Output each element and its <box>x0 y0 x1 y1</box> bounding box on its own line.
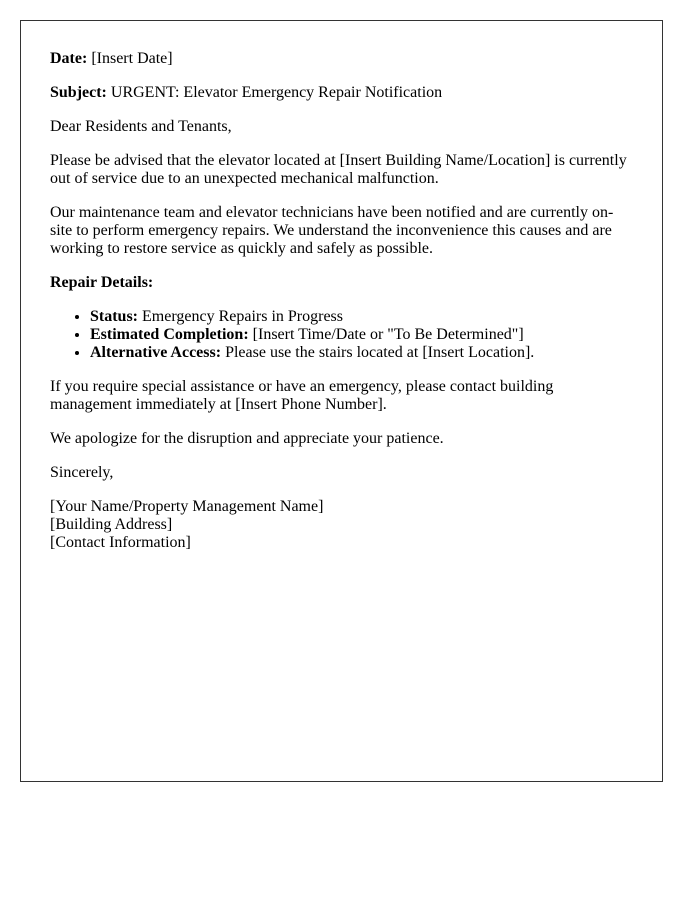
signature-contact: [Contact Information] <box>50 534 191 551</box>
repair-detail-alternative-access <box>90 344 633 362</box>
apology-paragraph: We apologize for the disruption and appreciate your patience. <box>50 430 444 447</box>
repair-detail-estimated-completion <box>90 326 633 344</box>
date-value: [Insert Date] <box>91 50 173 67</box>
repair-details-list <box>50 308 633 362</box>
signature-name: [Your Name/Property Management Name] <box>50 498 324 515</box>
contact-paragraph: If you require special assistance or have an emergency, please contact building management immediately at [Insert Phone Number]. <box>50 378 554 413</box>
date-line <box>50 50 633 68</box>
salutation: Dear Residents and Tenants, <box>50 118 232 135</box>
subject-label: Subject: <box>50 84 107 101</box>
repair-detail-label: Estimated Completion: <box>90 326 249 343</box>
date-label: Date: <box>50 50 88 67</box>
repair-details-heading <box>50 274 633 292</box>
subject-value: URGENT: Elevator Emergency Repair Notification <box>110 84 443 101</box>
signature-address: [Building Address] <box>50 516 173 533</box>
repair-detail-status <box>90 308 633 326</box>
letter-container <box>20 20 663 782</box>
repair-detail-value: Please use the stairs located at [Insert Location]. <box>225 344 535 361</box>
repair-detail-value: [Insert Time/Date or "To Be Determined"] <box>252 326 524 343</box>
subject-line <box>50 84 633 102</box>
repair-detail-value: Emergency Repairs in Progress <box>142 308 344 325</box>
repair-detail-label: Alternative Access: <box>90 344 222 361</box>
repair-detail-label: Status: <box>90 308 139 325</box>
closing: Sincerely, <box>50 464 114 481</box>
intro-paragraph: Please be advised that the elevator located at [Insert Building Name/Location] is currently out of service due to an unexpected mechanical malfunction. <box>50 152 627 187</box>
status-paragraph: Our maintenance team and elevator technicians have been notified and are currently on-site to perform emergency repairs. We understand the inconvenience this causes and are working to restore service as quickly and safely as possible. <box>50 204 614 257</box>
signature-block <box>50 498 633 552</box>
repair-details-heading-text: Repair Details: <box>50 274 154 291</box>
